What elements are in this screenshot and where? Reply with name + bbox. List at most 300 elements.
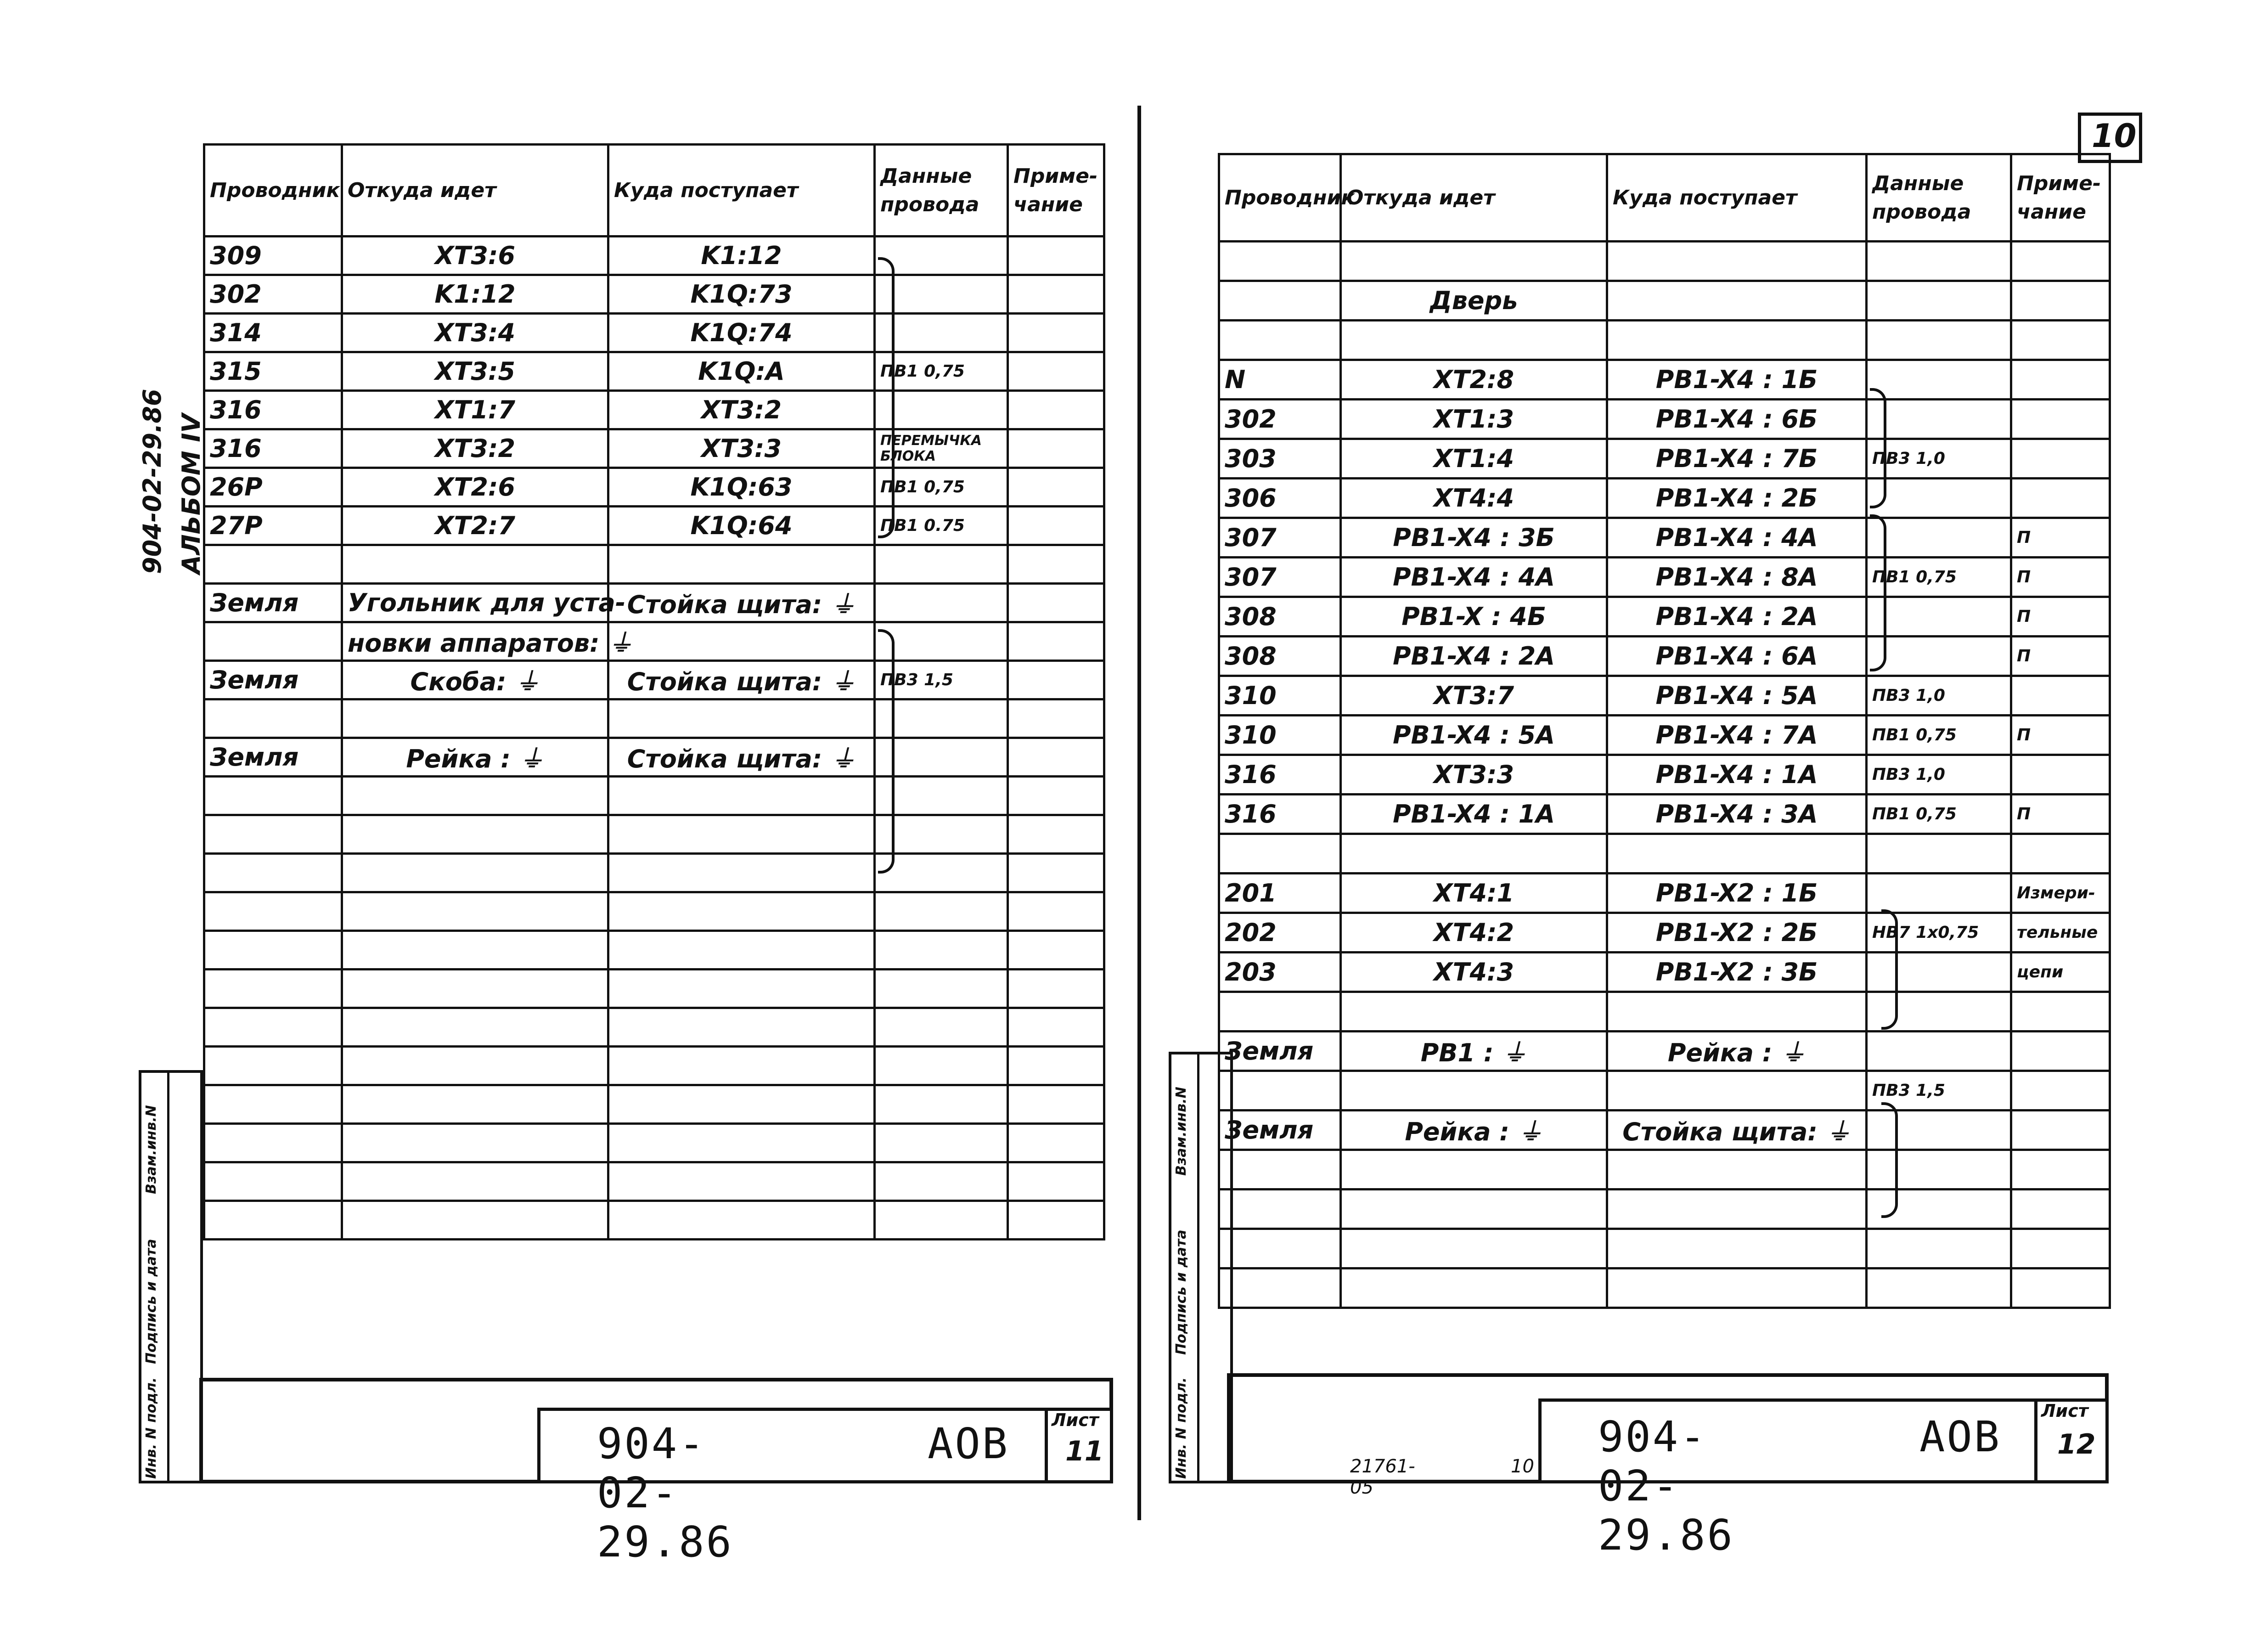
empty-cell — [204, 815, 342, 854]
table-row — [1219, 242, 2110, 281]
cell-conductor: Земля — [1219, 1111, 1341, 1150]
col-header-wire-data: Данные провода — [875, 145, 1008, 237]
table-row-empty — [204, 1008, 1104, 1047]
cell-wire-data — [1867, 321, 2011, 360]
empty-cell — [1867, 1229, 2011, 1269]
table-row — [1219, 281, 2110, 321]
cell-conductor — [1219, 281, 1341, 321]
table-row — [1219, 558, 2110, 597]
cell-note — [2011, 360, 2110, 400]
table-row — [204, 738, 1104, 777]
left-side-label-inv: Инв. N подл. — [143, 1377, 159, 1479]
cell-to: PB1-X4 : 6А — [1607, 637, 1867, 676]
empty-cell — [608, 854, 875, 892]
table-row — [204, 468, 1104, 507]
cell-note — [2011, 755, 2110, 795]
cell-note — [2011, 1111, 2110, 1150]
empty-cell — [608, 1124, 875, 1162]
cell-to: PB1-X4 : 2А — [1607, 597, 1867, 637]
cell-from: XT4:2 — [1341, 913, 1607, 953]
left-table-body — [204, 237, 1104, 1240]
cell-to: PB1-X4 : 6Б — [1607, 400, 1867, 439]
cell-from: XT1:7 — [342, 391, 608, 429]
cell-note — [1008, 507, 1104, 545]
empty-cell — [342, 1085, 608, 1124]
cell-wire-data — [875, 622, 1008, 661]
empty-cell — [875, 931, 1008, 970]
cell-note — [2011, 1032, 2110, 1071]
empty-cell — [204, 931, 342, 970]
cell-to: Рейка : ⏚ — [1607, 1032, 1867, 1071]
empty-cell — [1008, 1085, 1104, 1124]
cell-conductor: 306 — [1219, 479, 1341, 518]
cell-conductor: 26P — [204, 468, 342, 507]
empty-cell — [342, 854, 608, 892]
cell-note — [2011, 1071, 2110, 1111]
cell-wire-data — [875, 738, 1008, 777]
table-row — [204, 352, 1104, 391]
cell-note — [2011, 479, 2110, 518]
col-header-conductor: Проводник — [1219, 154, 1341, 242]
cell-wire-data — [1867, 242, 2011, 281]
cell-to: XT3:2 — [608, 391, 875, 429]
cell-to: PB1-X4 : 5А — [1607, 676, 1867, 716]
table-row — [204, 429, 1104, 468]
table-row-empty — [204, 815, 1104, 854]
right-side-label-replace: Взам.инв.N — [1173, 1087, 1189, 1176]
cell-note — [1008, 738, 1104, 777]
table-row — [204, 699, 1104, 738]
table-row-empty — [204, 1201, 1104, 1240]
cell-from: K1:12 — [342, 275, 608, 314]
cell-to: PB1-X2 : 1Б — [1607, 874, 1867, 913]
cell-from: XT3:6 — [342, 237, 608, 275]
cell-wire-data: ПВ3 1,5 — [875, 661, 1008, 699]
table-row — [1219, 913, 2110, 953]
empty-cell — [204, 854, 342, 892]
table-row — [1219, 479, 2110, 518]
cell-conductor: 201 — [1219, 874, 1341, 913]
empty-cell — [2011, 1150, 2110, 1190]
empty-cell — [342, 892, 608, 931]
cell-from: Рейка : ⏚ — [1341, 1111, 1607, 1150]
cell-from: XT2:8 — [1341, 360, 1607, 400]
empty-cell — [1219, 1190, 1341, 1229]
empty-cell — [1607, 1190, 1867, 1229]
empty-cell — [342, 931, 608, 970]
col-header-from: Откуда идет — [1341, 154, 1607, 242]
empty-cell — [342, 1201, 608, 1240]
cell-wire-data: ПЕРЕМЫЧКА БЛОКА — [875, 429, 1008, 468]
empty-cell — [608, 1008, 875, 1047]
cell-conductor: 316 — [204, 391, 342, 429]
table-row-empty — [204, 1162, 1104, 1201]
cell-conductor: 314 — [204, 314, 342, 352]
cell-to: XT3:3 — [608, 429, 875, 468]
cell-from: XT3:5 — [342, 352, 608, 391]
empty-cell — [204, 1085, 342, 1124]
cell-conductor — [1219, 242, 1341, 281]
cell-wire-data — [875, 237, 1008, 275]
empty-cell — [875, 892, 1008, 931]
empty-cell — [1341, 1150, 1607, 1190]
cell-conductor — [1219, 992, 1341, 1032]
cell-conductor: N — [1219, 360, 1341, 400]
left-doc-code: 904-02-29.86 — [597, 1419, 733, 1567]
left-side-label-replace: Взам.инв.N — [143, 1105, 159, 1194]
cell-conductor: 27P — [204, 507, 342, 545]
table-row — [204, 545, 1104, 584]
table-row — [204, 584, 1104, 622]
cell-note — [1008, 661, 1104, 699]
cell-note — [2011, 242, 2110, 281]
cell-to: K1:12 — [608, 237, 875, 275]
cell-note — [2011, 834, 2110, 874]
cell-to: PB1-X2 : 2Б — [1607, 913, 1867, 953]
left-brace-ground — [878, 629, 895, 874]
cell-wire-data — [1867, 400, 2011, 439]
cell-to: K1Q:74 — [608, 314, 875, 352]
cell-conductor: Земля — [204, 738, 342, 777]
cell-note: П — [2011, 597, 2110, 637]
empty-cell — [608, 1201, 875, 1240]
cell-note — [1008, 275, 1104, 314]
cell-to — [1607, 321, 1867, 360]
cell-conductor — [204, 699, 342, 738]
table-row — [1219, 1032, 2110, 1071]
cell-wire-data — [1867, 479, 2011, 518]
cell-to — [608, 545, 875, 584]
right-brace-ground — [1881, 1102, 1898, 1218]
cell-note — [1008, 391, 1104, 429]
empty-cell — [342, 970, 608, 1008]
empty-cell — [608, 1085, 875, 1124]
cell-note: тельные — [2011, 913, 2110, 953]
cell-from: XT1:3 — [1341, 400, 1607, 439]
cell-from: Рейка : ⏚ — [342, 738, 608, 777]
cell-note — [2011, 992, 2110, 1032]
cell-from: XT2:6 — [342, 468, 608, 507]
cell-wire-data: ПВ1 0.75 — [875, 507, 1008, 545]
cell-conductor: 315 — [204, 352, 342, 391]
empty-cell — [1008, 931, 1104, 970]
cell-to: Стойка щита: ⏚ — [608, 584, 875, 622]
cell-from: XT4:3 — [1341, 953, 1607, 992]
right-wire-table — [1218, 153, 2111, 1309]
cell-from: PB1-X4 : 2А — [1341, 637, 1607, 676]
table-row — [204, 622, 1104, 661]
table-row-empty — [204, 854, 1104, 892]
cell-to — [608, 622, 875, 661]
cell-wire-data — [1867, 597, 2011, 637]
cell-note — [1008, 468, 1104, 507]
cell-to — [1607, 281, 1867, 321]
left-doc-suffix: АОВ — [928, 1419, 1010, 1468]
right-side-label-sign: Подпись и дата — [1173, 1229, 1189, 1355]
empty-cell — [1008, 1201, 1104, 1240]
right-sheet-number: 12 — [2057, 1428, 2096, 1460]
cell-to — [1607, 1071, 1867, 1111]
right-doc-code: 904-02-29.86 — [1598, 1412, 1734, 1560]
cell-wire-data — [875, 275, 1008, 314]
empty-cell — [1008, 1124, 1104, 1162]
table-row — [1219, 755, 2110, 795]
cell-note — [1008, 237, 1104, 275]
table-row-empty — [204, 1085, 1104, 1124]
col-header-to: Куда поступает — [1607, 154, 1867, 242]
cell-from — [342, 699, 608, 738]
empty-cell — [1341, 1269, 1607, 1308]
empty-cell — [1008, 777, 1104, 815]
cell-to: K1Q:A — [608, 352, 875, 391]
cell-from: новки аппаратов: ⏚ — [342, 622, 608, 661]
table-row — [1219, 716, 2110, 755]
empty-cell — [608, 1047, 875, 1085]
cell-conductor: 307 — [1219, 518, 1341, 558]
col-header-to: Куда поступает — [608, 145, 875, 237]
cell-wire-data — [1867, 637, 2011, 676]
table-row — [1219, 834, 2110, 874]
cell-conductor — [1219, 1071, 1341, 1111]
left-side-divider — [167, 1070, 169, 1483]
page-number: 10 — [2092, 117, 2137, 155]
table-row — [1219, 597, 2110, 637]
empty-cell — [608, 892, 875, 931]
cell-from — [1341, 321, 1607, 360]
album-number-vertical: АЛЬБОМ IV — [177, 413, 206, 574]
empty-cell — [204, 777, 342, 815]
cell-from — [1341, 242, 1607, 281]
cell-note — [1008, 352, 1104, 391]
table-row — [204, 275, 1104, 314]
cell-from: PB1 : ⏚ — [1341, 1032, 1607, 1071]
cell-note — [1008, 545, 1104, 584]
cell-from: PB1-X4 : 3Б — [1341, 518, 1607, 558]
empty-cell — [1341, 1229, 1607, 1269]
cell-conductor: 307 — [1219, 558, 1341, 597]
cell-note — [2011, 281, 2110, 321]
cell-from: Угольник для уста- — [342, 584, 608, 622]
cell-to: PB1-X2 : 3Б — [1607, 953, 1867, 992]
cell-to: K1Q:64 — [608, 507, 875, 545]
cell-from: Дверь — [1341, 281, 1607, 321]
right-brace-group1 — [1870, 388, 1886, 508]
cell-note: Измери- — [2011, 874, 2110, 913]
table-row — [204, 391, 1104, 429]
empty-cell — [608, 1162, 875, 1201]
empty-cell — [608, 777, 875, 815]
sheet-divider — [1137, 106, 1141, 1520]
cell-conductor: 308 — [1219, 637, 1341, 676]
table-row-empty — [204, 1124, 1104, 1162]
right-sheet-label: Лист — [2041, 1401, 2088, 1421]
cell-conductor: 202 — [1219, 913, 1341, 953]
table-row — [1219, 400, 2110, 439]
cell-to: PB1-X4 : 2Б — [1607, 479, 1867, 518]
cell-conductor — [204, 622, 342, 661]
cell-note — [2011, 439, 2110, 479]
empty-cell — [608, 970, 875, 1008]
left-brace-group1 — [878, 257, 895, 538]
table-row — [1219, 676, 2110, 716]
cell-conductor: 310 — [1219, 716, 1341, 755]
table-row — [1219, 953, 2110, 992]
cell-note — [1008, 429, 1104, 468]
empty-cell — [875, 854, 1008, 892]
right-stamp-archive: 21761-05 — [1350, 1456, 1415, 1498]
table-row-empty — [1219, 1229, 2110, 1269]
empty-cell — [875, 1085, 1008, 1124]
table-row — [1219, 360, 2110, 400]
right-brace-group2 — [1870, 514, 1886, 671]
cell-wire-data — [1867, 834, 2011, 874]
left-sheet-number: 11 — [1065, 1435, 1104, 1467]
cell-from: XT3:4 — [342, 314, 608, 352]
table-row-empty — [204, 892, 1104, 931]
left-sheet-label: Лист — [1052, 1410, 1099, 1430]
cell-to: Стойка щита: ⏚ — [608, 738, 875, 777]
col-header-conductor: Проводник — [204, 145, 342, 237]
cell-conductor: Земля — [1219, 1032, 1341, 1071]
cell-note — [2011, 321, 2110, 360]
table-row-empty — [1219, 1269, 2110, 1308]
cell-wire-data — [875, 584, 1008, 622]
cell-note: цепи — [2011, 953, 2110, 992]
table-row — [1219, 1071, 2110, 1111]
cell-wire-data: ПВ3 1,5 — [1867, 1071, 2011, 1111]
empty-cell — [1867, 1269, 2011, 1308]
cell-conductor: 310 — [1219, 676, 1341, 716]
col-header-wire-data: Данные провода — [1867, 154, 2011, 242]
empty-cell — [1341, 1190, 1607, 1229]
empty-cell — [342, 777, 608, 815]
empty-cell — [875, 1162, 1008, 1201]
cell-wire-data — [875, 314, 1008, 352]
left-side-label-sign: Подпись и дата — [143, 1239, 159, 1364]
cell-wire-data: ПВ1 0,75 — [1867, 558, 2011, 597]
cell-wire-data — [1867, 281, 2011, 321]
cell-wire-data: ПВ3 1,0 — [1867, 755, 2011, 795]
empty-cell — [875, 1124, 1008, 1162]
cell-wire-data — [875, 545, 1008, 584]
empty-cell — [1008, 1008, 1104, 1047]
table-row-empty — [1219, 1190, 2110, 1229]
cell-conductor: 309 — [204, 237, 342, 275]
empty-cell — [342, 1047, 608, 1085]
cell-conductor: Земля — [204, 584, 342, 622]
cell-to: K1Q:73 — [608, 275, 875, 314]
cell-to: PB1-X4 : 1Б — [1607, 360, 1867, 400]
cell-note: П — [2011, 716, 2110, 755]
cell-from — [1341, 992, 1607, 1032]
cell-from — [342, 545, 608, 584]
empty-cell — [1008, 1162, 1104, 1201]
empty-cell — [875, 815, 1008, 854]
cell-to: PB1-X4 : 8А — [1607, 558, 1867, 597]
empty-cell — [875, 1201, 1008, 1240]
empty-cell — [2011, 1190, 2110, 1229]
table-row — [1219, 518, 2110, 558]
empty-cell — [204, 1047, 342, 1085]
cell-from: XT4:1 — [1341, 874, 1607, 913]
cell-wire-data — [875, 391, 1008, 429]
left-wire-table — [203, 143, 1105, 1240]
cell-note: П — [2011, 637, 2110, 676]
table-row — [1219, 795, 2110, 834]
cell-from: XT4:4 — [1341, 479, 1607, 518]
empty-cell — [1008, 854, 1104, 892]
cell-to — [1607, 834, 1867, 874]
right-doc-suffix: АОВ — [1919, 1412, 2002, 1461]
table-row — [1219, 321, 2110, 360]
empty-cell — [608, 931, 875, 970]
album-code-vertical: 904-02-29.86 — [138, 389, 167, 574]
table-row — [204, 237, 1104, 275]
cell-from — [1341, 834, 1607, 874]
table-row-empty — [204, 1047, 1104, 1085]
cell-wire-data: НВ7 1х0,75 — [1867, 913, 2011, 953]
empty-cell — [1008, 970, 1104, 1008]
cell-note — [1008, 584, 1104, 622]
empty-cell — [204, 1201, 342, 1240]
cell-wire-data: ПВ1 0,75 — [1867, 716, 2011, 755]
empty-cell — [342, 1008, 608, 1047]
cell-note — [1008, 314, 1104, 352]
cell-from: PB1-X4 : 4А — [1341, 558, 1607, 597]
cell-conductor — [1219, 834, 1341, 874]
cell-conductor: 316 — [1219, 755, 1341, 795]
cell-from: Скоба: ⏚ — [342, 661, 608, 699]
table-row — [1219, 1111, 2110, 1150]
empty-cell — [2011, 1269, 2110, 1308]
cell-from: XT1:4 — [1341, 439, 1607, 479]
cell-from: PB1-X4 : 1А — [1341, 795, 1607, 834]
table-row-empty — [1219, 1150, 2110, 1190]
cell-note — [2011, 676, 2110, 716]
col-header-note: Приме-чание — [1008, 145, 1104, 237]
table-row-empty — [204, 931, 1104, 970]
cell-conductor: 308 — [1219, 597, 1341, 637]
cell-wire-data: ПВ3 1,0 — [1867, 439, 2011, 479]
empty-cell — [1008, 1047, 1104, 1085]
cell-wire-data — [1867, 360, 2011, 400]
cell-wire-data: ПВ3 1,0 — [1867, 676, 2011, 716]
empty-cell — [342, 1162, 608, 1201]
empty-cell — [204, 1008, 342, 1047]
cell-wire-data: ПВ1 0,75 — [1867, 795, 2011, 834]
cell-note: П — [2011, 558, 2110, 597]
cell-to: PB1-X4 : 3А — [1607, 795, 1867, 834]
empty-cell — [1008, 815, 1104, 854]
cell-from: XT3:2 — [342, 429, 608, 468]
empty-cell — [342, 815, 608, 854]
table-row — [1219, 992, 2110, 1032]
cell-to: PB1-X4 : 7А — [1607, 716, 1867, 755]
empty-cell — [608, 815, 875, 854]
empty-cell — [875, 1008, 1008, 1047]
table-row-empty — [204, 970, 1104, 1008]
cell-from: XT3:7 — [1341, 676, 1607, 716]
cell-from: XT2:7 — [342, 507, 608, 545]
empty-cell — [1607, 1150, 1867, 1190]
cell-to: Стойка щита: ⏚ — [1607, 1111, 1867, 1150]
cell-conductor — [204, 545, 342, 584]
right-table-body — [1219, 242, 2110, 1308]
cell-wire-data — [875, 699, 1008, 738]
cell-conductor: Земля — [204, 661, 342, 699]
empty-cell — [2011, 1229, 2110, 1269]
cell-to: PB1-X4 : 7Б — [1607, 439, 1867, 479]
